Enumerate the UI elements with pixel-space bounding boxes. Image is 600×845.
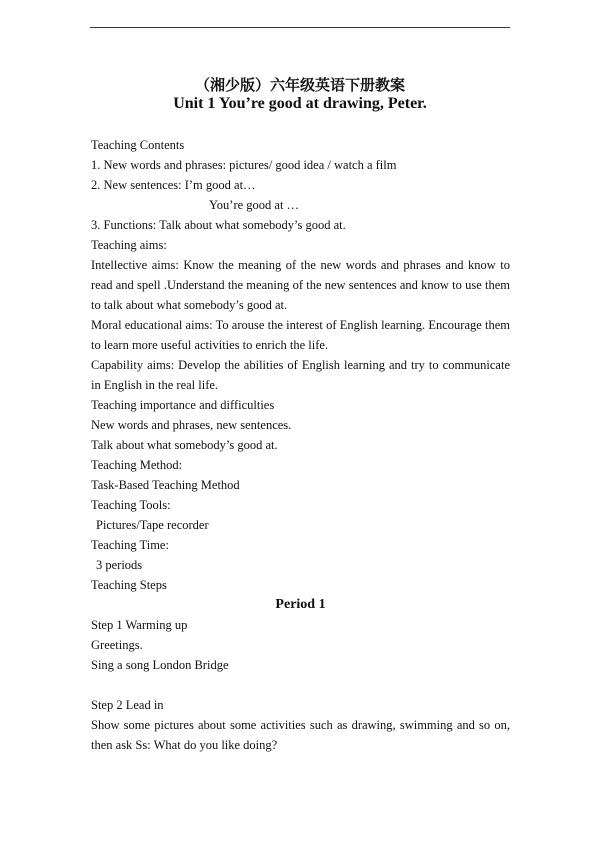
document-title-english: Unit 1 You’re good at drawing, Peter.	[173, 95, 427, 112]
method-heading: Teaching Method:	[91, 458, 183, 472]
contents-item-sentences: 2. New sentences: I’m good at…	[91, 178, 256, 192]
tools-value: Pictures/Tape recorder	[96, 518, 209, 532]
tools-heading: Teaching Tools:	[91, 498, 171, 512]
time-value: 3 periods	[96, 558, 143, 572]
capability-aims-paragraph: Capability aims: Develop the abilities of English learning and try to communicate in English in the real life.	[91, 358, 510, 392]
teaching-aims-heading: Teaching aims:	[91, 238, 167, 252]
contents-item-words: 1. New words and phrases: pictures/ good idea / watch a film	[91, 158, 397, 172]
importance-item-1: New words and phrases, new sentences.	[91, 418, 292, 432]
step-1-heading: Step 1 Warming up	[91, 618, 188, 632]
step-1-song: Sing a song London Bridge	[91, 658, 229, 672]
time-heading: Teaching Time:	[91, 538, 169, 552]
header-rule	[90, 27, 510, 28]
importance-heading: Teaching importance and difficulties	[91, 398, 275, 412]
contents-item-sentences-2: You’re good at …	[209, 198, 300, 212]
document-title-chinese: （湘少版）六年级英语下册教案	[194, 76, 405, 94]
step-1-greetings: Greetings.	[91, 638, 143, 652]
steps-heading: Teaching Steps	[91, 578, 167, 592]
period-heading: Period 1	[275, 597, 326, 612]
method-value: Task-Based Teaching Method	[91, 478, 240, 492]
importance-item-2: Talk about what somebody’s good at.	[91, 438, 278, 452]
spacer	[91, 675, 510, 695]
intellective-aims-paragraph: Intellective aims: Know the meaning of the new words and phrases and know to read and spell .Understand the meaning of the new sentences and know to use them to talk about what somebody’s good at.	[91, 258, 510, 312]
step-2-paragraph: Show some pictures about some activities such as drawing, swimming and so on, then ask Ss: What do you like doing?	[91, 718, 510, 752]
moral-aims-paragraph: Moral educational aims: To arouse the interest of English learning. Encourage them to learn more useful activities to enrich the life.	[91, 318, 510, 352]
step-2-heading: Step 2 Lead in	[91, 698, 164, 712]
document-body	[91, 135, 510, 755]
teaching-contents-heading: Teaching Contents	[91, 138, 185, 152]
contents-item-functions: 3. Functions: Talk about what somebody’s good at.	[91, 218, 346, 232]
